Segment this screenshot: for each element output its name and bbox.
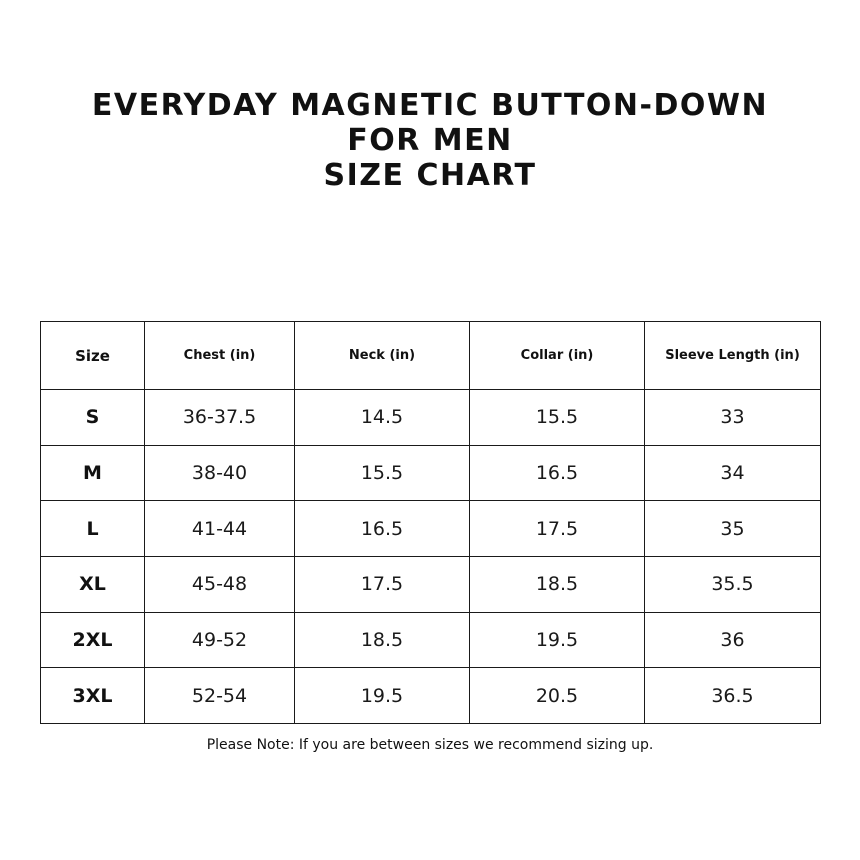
- sleeve-length-cell: 35.5: [645, 556, 821, 612]
- size-cell: XL: [41, 556, 145, 612]
- sleeve-length-cell: 34: [645, 445, 821, 501]
- title-line-3: SIZE CHART: [323, 158, 537, 193]
- size-cell: 2XL: [41, 612, 145, 668]
- sizing-note: Please Note: If you are between sizes we recommend sizing up.: [206, 737, 654, 753]
- chest-cell: 49-52: [145, 612, 295, 668]
- size-cell: 3XL: [41, 668, 145, 724]
- table-row: [41, 445, 821, 501]
- chest-cell: 45-48: [145, 556, 295, 612]
- neck-cell: 16.5: [295, 501, 470, 557]
- neck-cell: 14.5: [295, 390, 470, 446]
- neck-cell: 18.5: [295, 612, 470, 668]
- chest-cell: 52-54: [145, 668, 295, 724]
- header-sleeve-length: Sleeve Length (in): [645, 322, 821, 390]
- title-line-2: FOR MEN: [347, 123, 513, 158]
- sleeve-length-cell: 35: [645, 501, 821, 557]
- table-row: [41, 668, 821, 724]
- collar-cell: 20.5: [470, 668, 645, 724]
- table-header-row: [41, 322, 821, 390]
- header-collar: Collar (in): [470, 322, 645, 390]
- sleeve-length-cell: 36: [645, 612, 821, 668]
- size-cell: S: [41, 390, 145, 446]
- neck-cell: 19.5: [295, 668, 470, 724]
- page-title: [0, 88, 860, 193]
- collar-cell: 17.5: [470, 501, 645, 557]
- size-cell: M: [41, 445, 145, 501]
- size-cell: L: [41, 501, 145, 557]
- table-row: [41, 556, 821, 612]
- title-line-1: EVERYDAY MAGNETIC BUTTON-DOWN: [91, 88, 769, 123]
- chest-cell: 38-40: [145, 445, 295, 501]
- header-neck: Neck (in): [295, 322, 470, 390]
- collar-cell: 16.5: [470, 445, 645, 501]
- table-row: [41, 501, 821, 557]
- collar-cell: 18.5: [470, 556, 645, 612]
- header-chest: Chest (in): [145, 322, 295, 390]
- collar-cell: 19.5: [470, 612, 645, 668]
- chest-cell: 36-37.5: [145, 390, 295, 446]
- size-chart-table: [40, 321, 821, 724]
- sleeve-length-cell: 33: [645, 390, 821, 446]
- header-size: Size: [41, 322, 145, 390]
- table-row: [41, 612, 821, 668]
- neck-cell: 15.5: [295, 445, 470, 501]
- chest-cell: 41-44: [145, 501, 295, 557]
- neck-cell: 17.5: [295, 556, 470, 612]
- table-row: [41, 390, 821, 446]
- sleeve-length-cell: 36.5: [645, 668, 821, 724]
- collar-cell: 15.5: [470, 390, 645, 446]
